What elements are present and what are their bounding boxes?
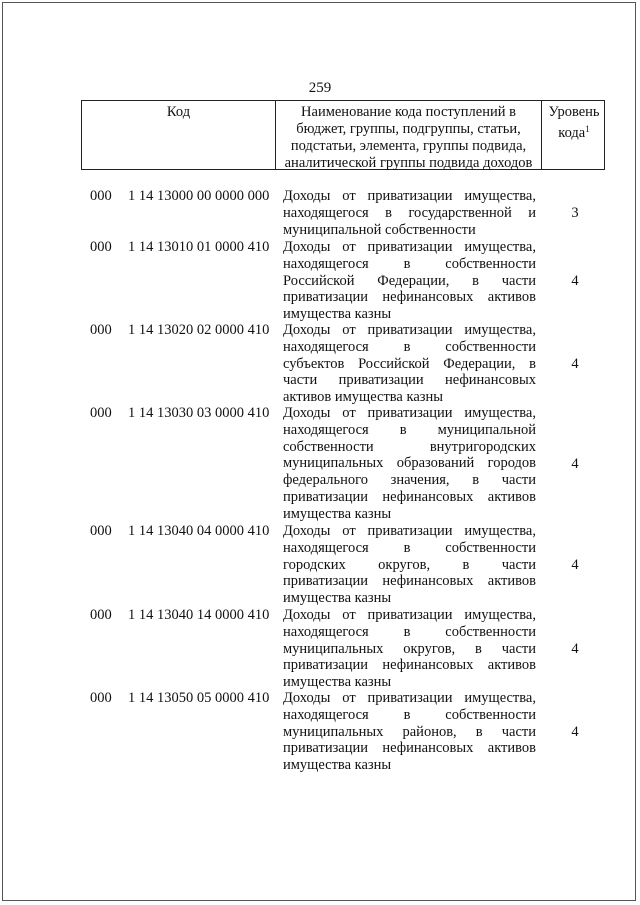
row-prefix: 000 [90,523,112,539]
row-code: 1 14 13040 04 0000 410 [128,523,270,539]
row-code: 1 14 13050 05 0000 410 [128,690,270,706]
row-prefix: 000 [90,322,112,338]
row-name: Доходы от приватизации имущества, находящегося в государственной и муниципальной собственности [283,188,536,238]
page-number: 259 [308,80,332,96]
row-code: 1 14 13030 03 0000 410 [128,405,270,421]
row-code: 1 14 13000 00 0000 000 [128,188,270,204]
row-name: Доходы от приватизации имущества, находящегося в собственности муниципальных округов, в части приватизации нефинансовых активов имущества казны [283,607,536,691]
row-prefix: 000 [90,188,112,204]
header-level-footnote: 1 [585,124,590,134]
row-prefix: 000 [90,239,112,255]
row-prefix: 000 [90,690,112,706]
row-name: Доходы от приватизации имущества, находящегося в муниципальной собственности внутригородских муниципальных образований городов федерального значения, в части приватизации нефинансовых активов имущества казны [283,405,536,522]
row-level: 4 [571,641,579,657]
header-level [542,101,606,169]
row-name: Доходы от приватизации имущества, находящегося в собственности муниципальных районов, в части приватизации нефинансовых активов имущества казны [283,690,536,774]
table-header [81,100,605,170]
row-prefix: 000 [90,405,112,421]
row-prefix: 000 [90,607,112,623]
row-level: 3 [571,205,579,221]
row-level: 4 [571,456,579,472]
row-level: 4 [571,557,579,573]
header-level-label: Уровень кода [548,104,600,141]
header-code: Код [82,101,276,169]
row-name: Доходы от приватизации имущества, находящегося в собственности городских округов, в части приватизации нефинансовых активов имущества казны [283,523,536,607]
row-level: 4 [571,724,579,740]
row-code: 1 14 13010 01 0000 410 [128,239,270,255]
row-code: 1 14 13040 14 0000 410 [128,607,270,623]
row-name: Доходы от приватизации имущества, находящегося в собственности субъектов Российской Федерации, в части приватизации нефинансовых активов имущества казны [283,322,536,406]
row-level: 4 [571,273,579,289]
header-name: Наименование кода поступлений в бюджет, группы, подгруппы, статьи, подстатьи, элемента, группы подвида, аналитической группы подвида доходов [276,101,542,169]
row-level: 4 [571,356,579,372]
row-code: 1 14 13020 02 0000 410 [128,322,270,338]
row-name: Доходы от приватизации имущества, находящегося в собственности Российской Федерации, в части приватизации нефинансовых активов имущества казны [283,239,536,323]
